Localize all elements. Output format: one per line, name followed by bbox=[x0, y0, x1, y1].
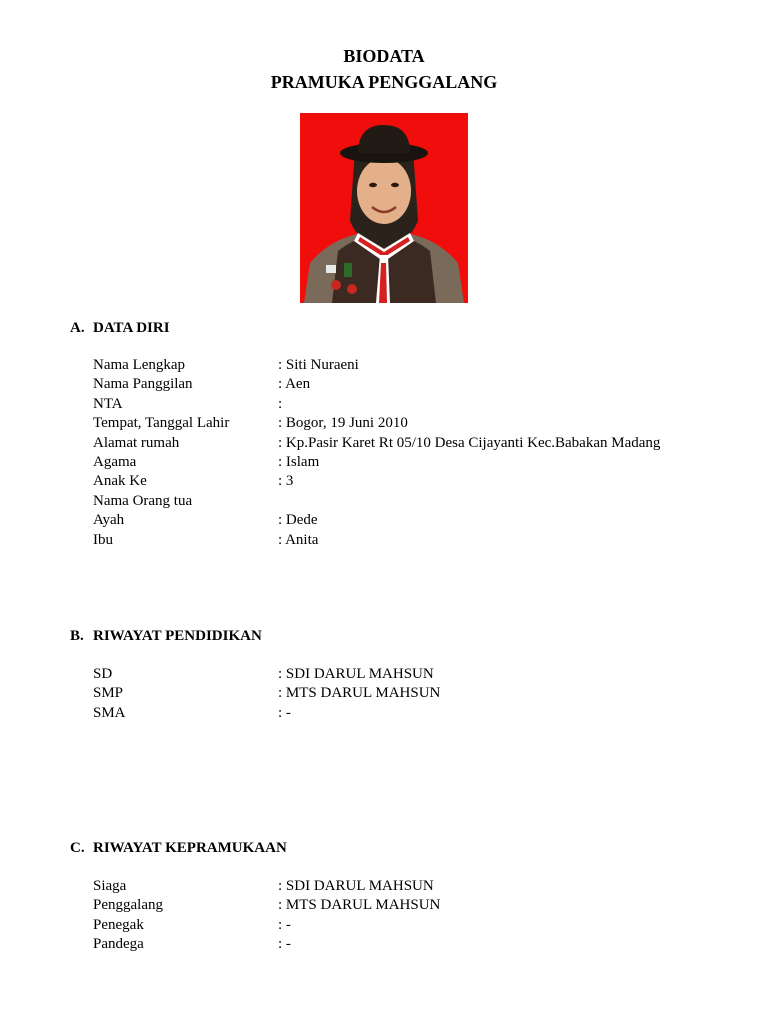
section-b-letter: B. bbox=[70, 628, 84, 644]
field-label: Anak Ke bbox=[93, 473, 147, 490]
field-value: : Bogor, 19 Juni 2010 bbox=[278, 415, 408, 432]
field-label: Penggalang bbox=[93, 897, 163, 914]
field-value: : Aen bbox=[278, 376, 311, 393]
section-a-title: DATA DIRI bbox=[93, 320, 170, 336]
section-c-heading bbox=[70, 839, 287, 857]
field-value: : SDI DARUL MAHSUN bbox=[278, 666, 434, 682]
field-label: Agama bbox=[93, 453, 137, 470]
field-value: : - bbox=[278, 916, 291, 933]
field-value: : MTS DARUL MAHSUN bbox=[278, 897, 441, 914]
field-value: : Kp.Pasir Karet Rt 05/10 Desa Cijayanti Kec.Babakan Madang bbox=[278, 434, 661, 451]
section-b-heading bbox=[70, 627, 262, 645]
section-a-heading bbox=[70, 319, 170, 337]
section-c-title: RIWAYAT KEPRAMUKAAN bbox=[93, 840, 287, 856]
field-label: Siaga bbox=[93, 878, 127, 894]
field-value: : 3 bbox=[278, 473, 294, 490]
field-value: : Anita bbox=[278, 531, 319, 548]
field-label: Nama Orang tua bbox=[93, 492, 193, 509]
section-c-letter: C. bbox=[70, 840, 85, 856]
document-subtitle: PRAMUKA PENGGALANG bbox=[270, 72, 498, 92]
field-value: : - bbox=[278, 704, 291, 721]
field-label: Pandega bbox=[93, 936, 144, 953]
scout-portrait-illustration bbox=[300, 113, 468, 303]
field-label: SMA bbox=[93, 704, 126, 721]
field-value: : bbox=[278, 395, 283, 412]
field-label: Nama Panggilan bbox=[93, 376, 193, 393]
field-label: SD bbox=[93, 666, 113, 682]
field-value: : - bbox=[278, 936, 291, 953]
document-title: BIODATA bbox=[343, 46, 425, 66]
field-label: Tempat, Tanggal Lahir bbox=[93, 415, 230, 432]
profile-photo bbox=[300, 113, 468, 303]
field-label: Penegak bbox=[93, 916, 144, 933]
field-value: : Dede bbox=[278, 512, 318, 529]
field-label: SMP bbox=[93, 685, 124, 702]
field-value: : MTS DARUL MAHSUN bbox=[278, 685, 441, 702]
field-label: Ayah bbox=[93, 512, 125, 529]
field-label: Nama Lengkap bbox=[93, 357, 186, 373]
section-a-letter: A. bbox=[70, 320, 85, 336]
field-value: : SDI DARUL MAHSUN bbox=[278, 878, 434, 894]
field-label: NTA bbox=[93, 395, 123, 412]
field-label: Ibu bbox=[93, 531, 113, 548]
field-value: : Siti Nuraeni bbox=[278, 357, 359, 373]
field-label: Alamat rumah bbox=[93, 434, 180, 451]
field-value: : Islam bbox=[278, 453, 320, 470]
section-b-title: RIWAYAT PENDIDIKAN bbox=[93, 628, 262, 644]
